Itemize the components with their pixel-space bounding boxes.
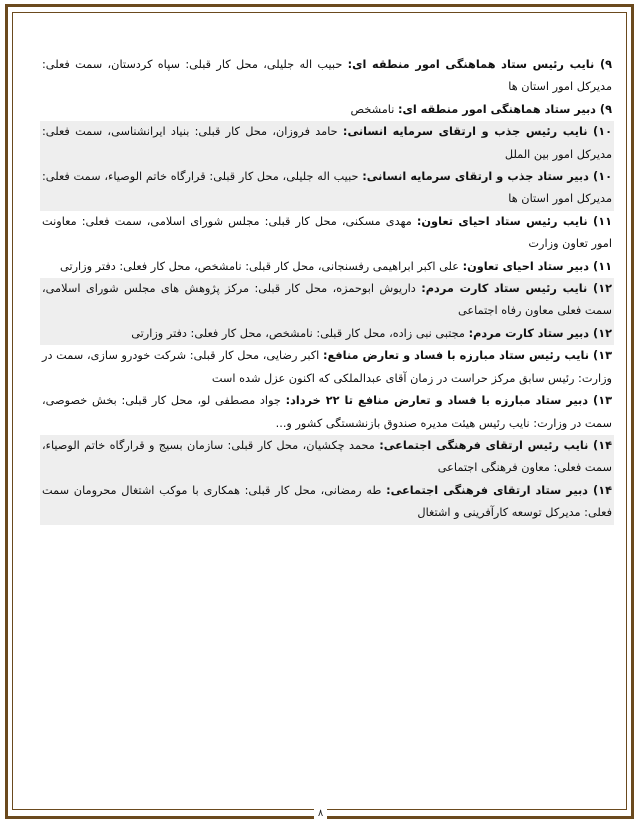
entry-11-secretary: ۱۱) دبیر ستاد احیای تعاون: علی اکبر ابراهیمی رفسنجانی، محل کار قبلی: نامشخص، محل کار فعلی: دفتر وزارتی — [60, 259, 612, 273]
entry-11-deputy: ۱۱) نایب رئیس ستاد احیای تعاون: مهدی مسکنی، محل کار قبلی: مجلس شورای اسلامی، سمت فعلی: معاونت امور تعاون وزارت — [42, 214, 612, 251]
entry-12-secretary: ۱۲) دبیر ستاد کارت مردم: مجتبی نبی زاده، محل کار قبلی: نامشخص، محل کار فعلی: دفتر وزارتی — [40, 323, 614, 345]
document-body — [40, 54, 614, 525]
entry-10-secretary: ۱۰) دبیر ستاد جذب و ارتقای سرمایه انسانی: حبیب اله جلیلی، محل کار قبلی: قرارگاه خاتم الوصیاء، سمت فعلی: مدیرکل امور استان ها — [40, 166, 614, 211]
page-number: ۸ — [0, 808, 641, 819]
entry-10-deputy: ۱۰) نایب رئیس جذب و ارتقای سرمایه انسانی: حامد فروزان، محل کار قبلی: بنیاد ایرانشناسی، سمت فعلی: مدیرکل امور بین الملل — [40, 121, 614, 166]
entry-13-deputy: ۱۳) نایب رئیس ستاد مبارزه با فساد و تعارض منافع: اکبر رضایی، محل کار قبلی: شرکت خودرو سازی، سمت در وزارت: رئیس سابق مرکز حراست در زمان آقای عبدالملکی که اکنون عزل شده است — [42, 349, 612, 385]
entry-14-secretary: ۱۴) دبیر ستاد ارتقای فرهنگی اجتماعی: طه رمضانی، محل کار قبلی: همکاری با موکب اشتغال محرومان سمت فعلی: مدیرکل توسعه کارآفرینی و اشتغال — [40, 480, 614, 525]
entry-9-deputy: ۹) نایب رئیس ستاد هماهنگی امور منطقه ای: حبیب اله جلیلی، محل کار قبلی: سپاه کردستان، سمت فعلی: مدیرکل امور استان ها — [42, 58, 613, 94]
entry-13-secretary: ۱۳) دبیر ستاد مبارزه با فساد و تعارض منافع تا ۲۲ خرداد: جواد مصطفی لو، محل کار قبلی: بخش خصوصی، سمت در وزارت: نایب رئیس هیئت مدیره صندوق بازنشستگی کشور و... — [42, 394, 612, 430]
entry-12-deputy: ۱۲) نایب رئیس ستاد کارت مردم: داریوش ابوحمزه، محل کار قبلی: مرکز پژوهش های مجلس شورای اسلامی، سمت فعلی معاون رفاه اجتماعی — [40, 278, 614, 323]
entry-14-deputy: ۱۴) نایب رئیس ارتقای فرهنگی اجتماعی: محمد چکشیان، محل کار قبلی: سازمان بسیج و قرارگاه خاتم الوصیاء، سمت فعلی: معاون فرهنگی اجتماعی — [40, 435, 614, 480]
entry-9-secretary: ۹) دبیر ستاد هماهنگی امور منطقه ای: نامشخص — [350, 102, 612, 116]
